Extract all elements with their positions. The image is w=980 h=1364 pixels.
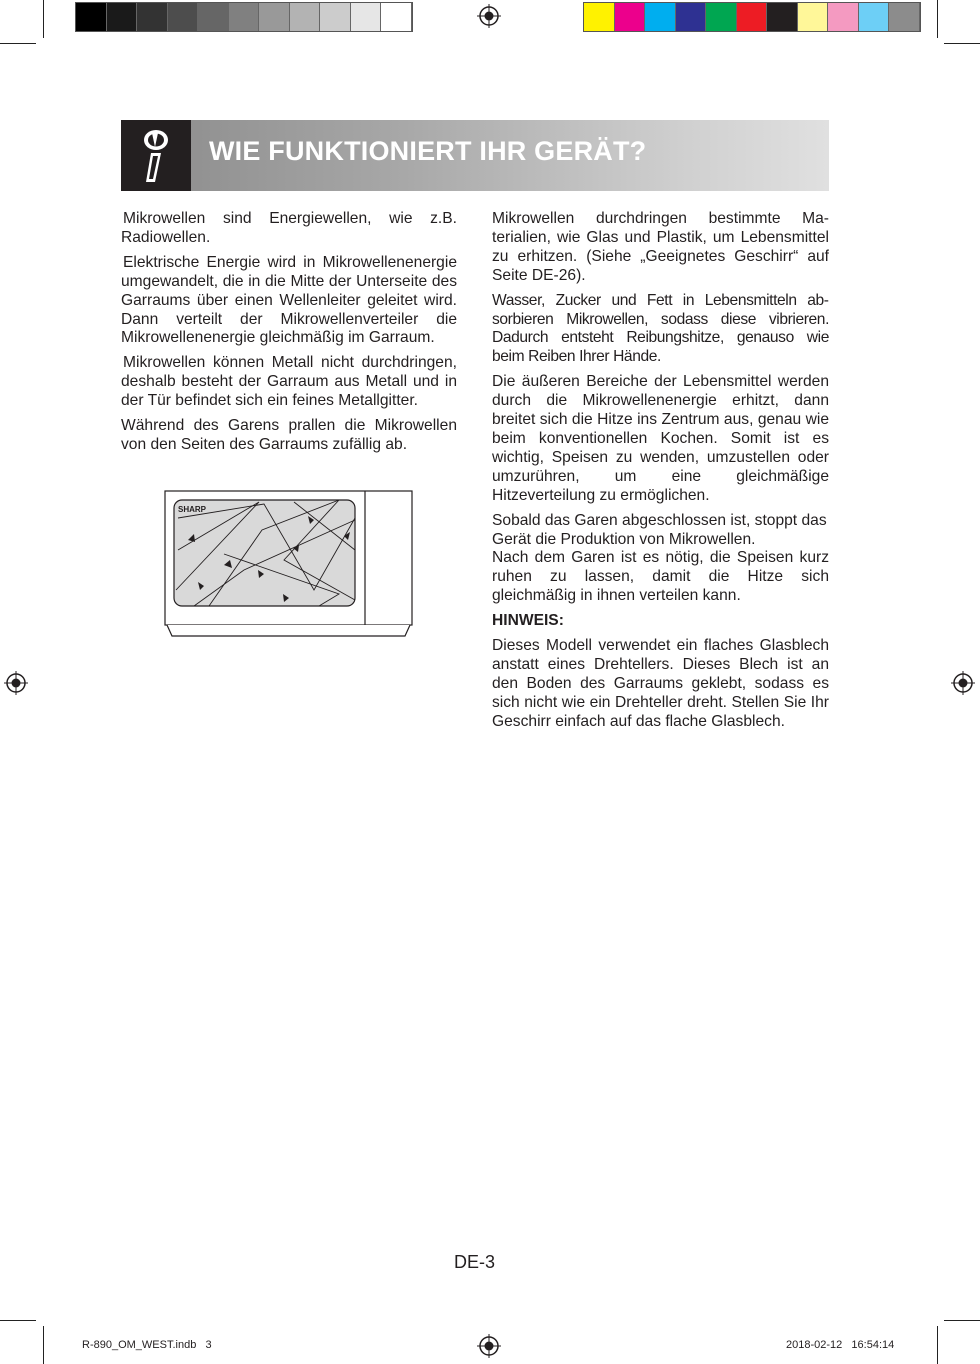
paragraph: Mikrowellen durchdringen bestimmte Materialien, wie Glas und Plastik, um Lebensmittel zu erhitzen. (Siehe „Geeignetes Geschirr“ auf Seite DE-26). <box>492 210 829 284</box>
color-swatch <box>645 3 676 31</box>
color-swatch <box>706 3 737 31</box>
gray-swatch <box>351 3 382 31</box>
color-swatch <box>859 3 890 31</box>
gray-swatch <box>168 3 199 31</box>
gray-swatch <box>107 3 138 31</box>
color-swatch <box>676 3 707 31</box>
gray-swatch <box>137 3 168 31</box>
paragraph: Mikrowellen sind Energiewellen, wie z.B. Radiowellen. <box>121 210 457 246</box>
footer-file-name: R-890_OM_WEST.indb 3 <box>82 1339 212 1351</box>
paragraph: Elektrische Energie wird in Mikrowellenenergie umgewandelt, die in die Mitte der Unterseite des Garraums über einen Wellenleiter geleitet wird. Dann verteilt der Mikrowellenverteiler die Mikrowellenenergie gleichmäßig im Garraum. <box>121 253 457 347</box>
note-text: Dieses Modell verwendet ein flaches Glasblech anstatt eines Drehtellers. Dieses Blech ist an den Boden des Garraums geklebt, sodass es sich nicht wie ein Drehteller dreht. Stellen Sie Ihr Geschirr einfach auf das flache Glasblech. <box>492 637 829 730</box>
crop-mark <box>0 1320 36 1321</box>
registration-mark-icon <box>477 1334 501 1358</box>
crop-mark <box>43 1326 44 1364</box>
registration-mark-icon <box>951 671 975 695</box>
header-icon-box <box>121 120 191 191</box>
info-icon <box>121 120 191 191</box>
crop-mark <box>937 1326 938 1364</box>
registration-mark-icon <box>477 4 501 28</box>
color-swatch <box>737 3 768 31</box>
paragraph: Die äußeren Bereiche der Lebensmittel werden durch die Mikrowellenenergie erhitzt, dann breitet sich die Hitze ins Zentrum aus, genau wie beim konventionellen Kochen. Somit ist es wichtig, Speisen zu wenden, umzustellen oder umzurühren, um eine gleichmäßige Hitzeverteilung zu ermöglichen. <box>492 373 829 504</box>
color-swatch <box>798 3 829 31</box>
crop-mark <box>937 0 938 38</box>
note-heading: HINWEIS: <box>492 612 564 630</box>
color-swatch <box>767 3 798 31</box>
crop-mark <box>944 43 980 44</box>
page-title: WIE FUNKTIONIERT IHR GERÄT? <box>209 136 647 166</box>
color-swatch <box>828 3 859 31</box>
crop-mark <box>944 1320 980 1321</box>
gray-swatch <box>290 3 321 31</box>
right-column <box>492 210 829 738</box>
left-column <box>121 210 457 455</box>
paragraph: Mikrowellen können Metall nicht durchdringen, deshalb besteht der Garraum aus Metall und in der Tür befindet sich ein feines Metallgitter. <box>121 354 457 410</box>
paragraph: Wasser, Zucker und Fett in Lebensmitteln absorbieren Mikrowellen, sodass diese vibrieren. Dadurch entsteht Reibungshitze, genauso wie beim Reiben Ihrer Hände. <box>492 291 829 366</box>
gray-swatch <box>229 3 260 31</box>
gray-swatch <box>259 3 290 31</box>
gray-swatch <box>381 3 412 31</box>
gray-swatch <box>198 3 229 31</box>
paragraph: Nach dem Garen ist es nötig, die Speisen kurz ruhen zu lassen, damit die Hitze sich gleichmäßig in ihnen verteilen kann. <box>492 549 829 605</box>
gray-swatch <box>320 3 351 31</box>
microwave-oven-diagram-icon <box>164 490 414 638</box>
process-color-bar <box>583 2 921 32</box>
color-swatch <box>889 3 920 31</box>
section-header <box>121 120 829 191</box>
paragraph: Sobald das Garen abgeschlossen ist, stoppt das Gerät die Produktion von Mikrowellen. <box>492 511 827 548</box>
gray-scale-bar <box>75 2 413 32</box>
color-swatch <box>615 3 646 31</box>
gray-swatch <box>76 3 107 31</box>
registration-mark-icon <box>4 671 28 695</box>
footer-timestamp: 2018-02-12 16:54:14 <box>786 1339 895 1351</box>
brand-logo: SHARP <box>178 505 207 514</box>
paragraph: Während des Garens prallen die Mikrowellen von den Seiten des Garraums zufällig ab. <box>121 417 457 453</box>
page-number: DE-3 <box>454 1252 496 1272</box>
crop-mark <box>0 43 36 44</box>
crop-mark <box>43 0 44 38</box>
color-swatch <box>584 3 615 31</box>
